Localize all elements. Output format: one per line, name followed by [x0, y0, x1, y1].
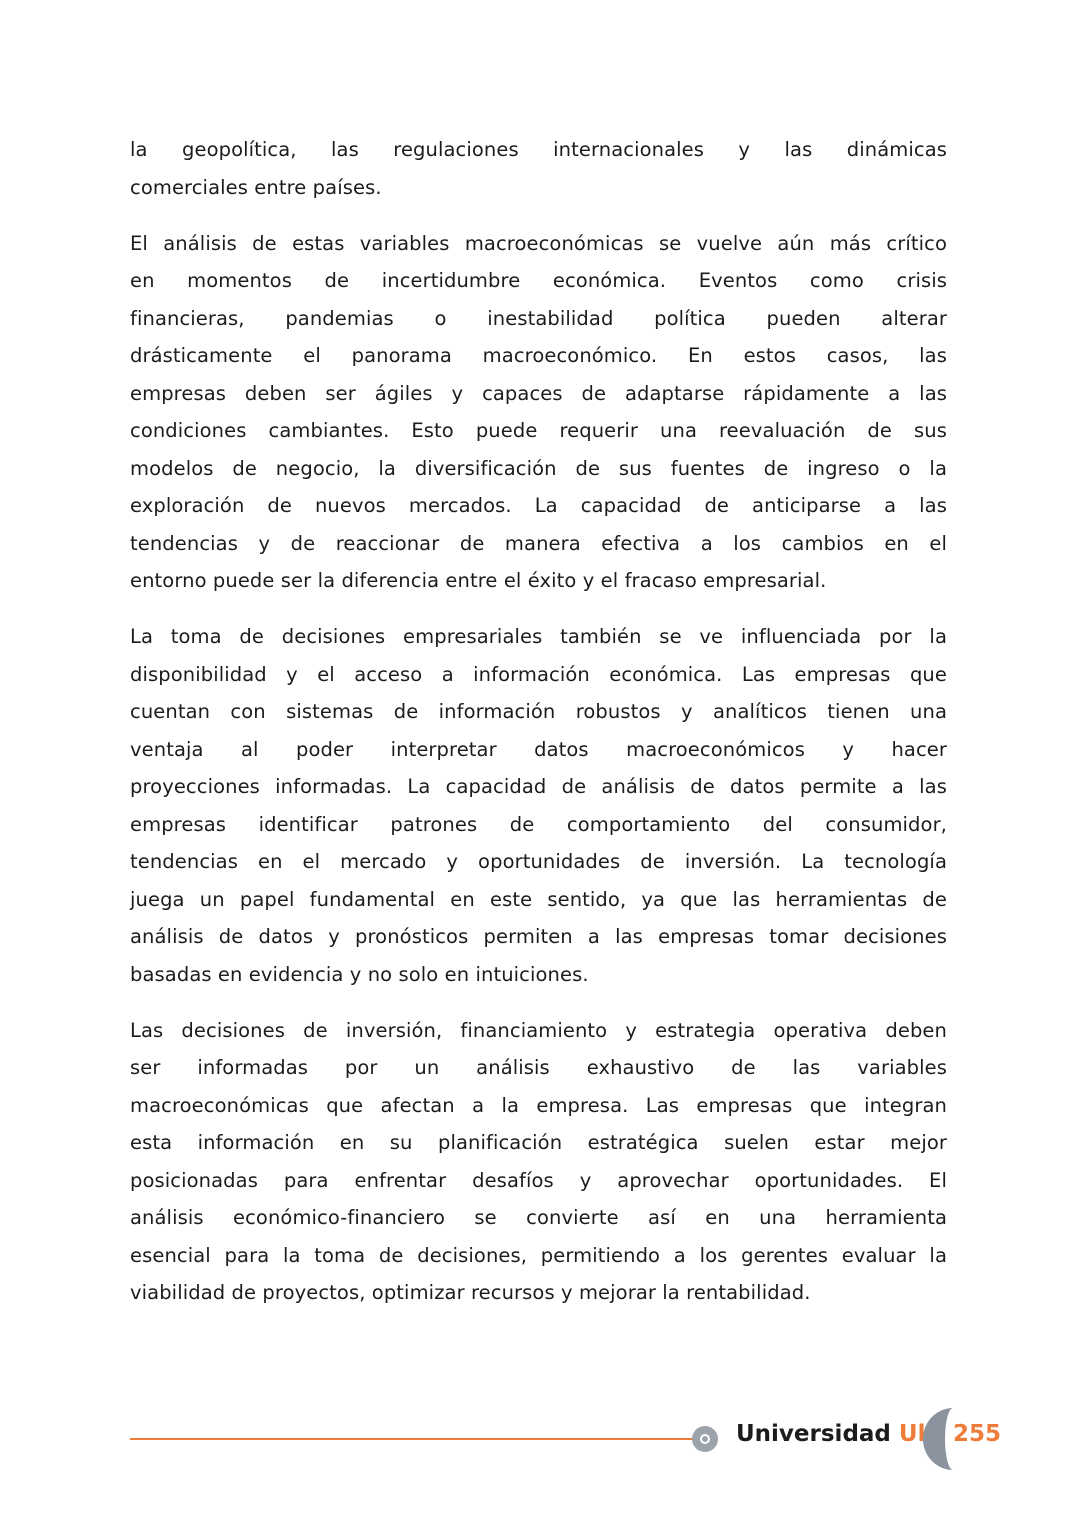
- text-line: esencial para la toma de decisiones, permitiendo a los gerentes evaluar la: [130, 1243, 947, 1267]
- text-line: análisis económico-financiero se convierte así en una herramienta: [130, 1206, 947, 1229]
- text-line: Las decisiones de inversión, financiamiento y estrategia operativa deben: [130, 1018, 947, 1042]
- paragraph: [130, 1012, 947, 1312]
- text-line: esta información en su planificación estratégica suelen estar mejor: [130, 1131, 947, 1154]
- text-line: tendencias y de reaccionar de manera efectiva a los cambios en el: [130, 531, 947, 555]
- paragraph: [130, 618, 947, 993]
- text-line: modelos de negocio, la diversificación de sus fuentes de ingreso o la: [130, 456, 947, 480]
- text-line: empresas deben ser ágiles y capaces de adaptarse rápidamente a las: [130, 381, 947, 405]
- footer-brand: [736, 1421, 933, 1447]
- text-line: comerciales entre países.: [130, 175, 382, 199]
- text-line: empresas identificar patrones de comportamiento del consumidor,: [130, 812, 947, 836]
- paragraph: [130, 225, 947, 600]
- paragraph: [130, 131, 947, 206]
- text-line: financieras, pandemias o inestabilidad política pueden alterar: [130, 306, 947, 330]
- text-line: condiciones cambiantes. Esto puede requerir una reevaluación de sus: [130, 419, 947, 442]
- text-line: tendencias en el mercado y oportunidades de inversión. La tecnología: [130, 850, 947, 873]
- text-line: en momentos de incertidumbre económica. Eventos como crisis: [130, 269, 947, 292]
- text-line: disponibilidad y el acceso a información económica. Las empresas que: [130, 662, 947, 686]
- text-line: viabilidad de proyectos, optimizar recursos y mejorar la rentabilidad.: [130, 1281, 811, 1304]
- text-line: ventaja al poder interpretar datos macroeconómicos y hacer: [130, 737, 947, 761]
- text-line: basadas en evidencia y no solo en intuiciones.: [130, 962, 589, 986]
- text-line: El análisis de estas variables macroeconómicas se vuelve aún más crítico: [130, 231, 947, 255]
- brand-suffix: Uk: [898, 1421, 933, 1447]
- page-number: 255: [953, 1421, 1002, 1447]
- text-line: ser informadas por un análisis exhaustivo de las variables: [130, 1056, 947, 1079]
- text-line: la geopolítica, las regulaciones internacionales y las dinámicas: [130, 138, 947, 161]
- text-line: proyecciones informadas. La capacidad de análisis de datos permite a las: [130, 775, 947, 798]
- text-line: cuentan con sistemas de información robustos y analíticos tienen una: [130, 700, 947, 723]
- text-line: juega un papel fundamental en este sentido, ya que las herramientas de: [130, 887, 947, 911]
- text-line: posicionadas para enfrentar desafíos y aprovechar oportunidades. El: [130, 1168, 947, 1192]
- text-line: drásticamente el panorama macroeconómico. En estos casos, las: [130, 344, 947, 367]
- body-text: [130, 131, 947, 1330]
- circle-logo-icon: [692, 1426, 718, 1452]
- text-line: entorno puede ser la diferencia entre el éxito y el fracaso empresarial.: [130, 569, 827, 592]
- text-line: macroeconómicas que afectan a la empresa. Las empresas que integran: [130, 1093, 947, 1117]
- text-line: La toma de decisiones empresariales también se ve influenciada por la: [130, 625, 947, 648]
- brand-name: Universidad: [736, 1421, 891, 1447]
- text-line: exploración de nuevos mercados. La capacidad de anticiparse a las: [130, 494, 947, 517]
- text-line: análisis de datos y pronósticos permiten a las empresas tomar decisiones: [130, 925, 947, 948]
- footer-divider: [130, 1438, 696, 1440]
